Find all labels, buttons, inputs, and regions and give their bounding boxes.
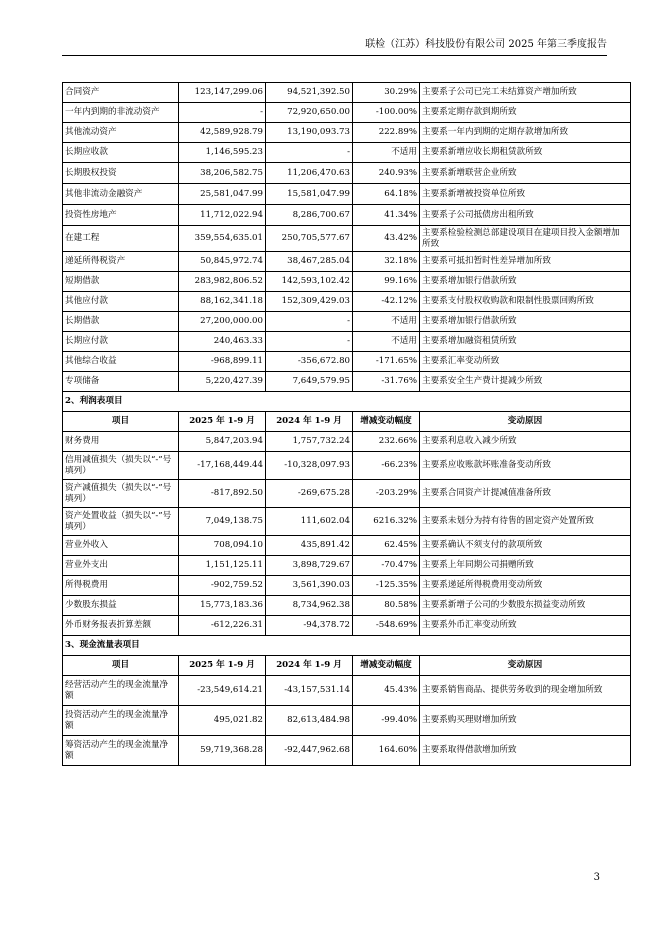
reason-cell: 主要系购买理财增加所致 — [420, 706, 631, 736]
item-cell: 在建工程 — [63, 226, 179, 252]
item-cell: 营业外支出 — [63, 556, 179, 576]
prior-value-cell: -92,447,962.68 — [266, 736, 353, 766]
table-row — [63, 432, 631, 452]
reason-cell: 主要系合同资产计提减值准备所致 — [420, 480, 631, 508]
table-row — [63, 226, 631, 252]
reason-cell: 主要系汇率变动所致 — [420, 352, 631, 372]
current-value-cell: - — [179, 103, 266, 123]
column-header: 2025 年 1-9 月 — [179, 656, 266, 676]
prior-value-cell: 8,286,700.67 — [266, 205, 353, 226]
current-value-cell: -968,899.11 — [179, 352, 266, 372]
table-row — [63, 736, 631, 766]
prior-value-cell: 250,705,577.67 — [266, 226, 353, 252]
prior-value-cell: 7,649,579.95 — [266, 372, 353, 392]
change-rate-cell: 45.43% — [353, 676, 420, 706]
table-row — [63, 252, 631, 272]
item-cell: 长期应付款 — [63, 332, 179, 352]
cashflow-header-row — [63, 656, 631, 676]
change-rate-cell: -100.00% — [353, 103, 420, 123]
reason-cell: 主要系子公司已完工未结算资产增加所致 — [420, 83, 631, 103]
item-cell: 财务费用 — [63, 432, 179, 452]
change-rate-cell: -203.29% — [353, 480, 420, 508]
change-rate-cell: 80.58% — [353, 596, 420, 616]
table-row — [63, 205, 631, 226]
prior-value-cell: 1,757,732.24 — [266, 432, 353, 452]
table-row — [63, 312, 631, 332]
current-value-cell: 1,151,125.11 — [179, 556, 266, 576]
item-cell: 资产处置收益（损失以“-”号填列） — [63, 508, 179, 536]
income-section — [63, 392, 631, 412]
column-header: 2024 年 1-9 月 — [266, 656, 353, 676]
reason-cell: 主要系安全生产费计提减少所致 — [420, 372, 631, 392]
reason-cell: 主要系新增被投资单位所致 — [420, 184, 631, 205]
item-cell: 其他流动资产 — [63, 123, 179, 143]
table-row — [63, 596, 631, 616]
column-header: 变动原因 — [420, 656, 631, 676]
change-rate-cell: 64.18% — [353, 184, 420, 205]
prior-value-cell: -356,672.80 — [266, 352, 353, 372]
table-row — [63, 103, 631, 123]
change-rate-cell: -31.76% — [353, 372, 420, 392]
reason-cell: 主要系取得借款增加所致 — [420, 736, 631, 766]
prior-value-cell: 82,613,484.98 — [266, 706, 353, 736]
reason-cell: 主要系子公司抵债房出租所致 — [420, 205, 631, 226]
prior-value-cell: 38,467,285.04 — [266, 252, 353, 272]
current-value-cell: 7,049,138.75 — [179, 508, 266, 536]
table-row — [63, 332, 631, 352]
current-value-cell: 88,162,341.18 — [179, 292, 266, 312]
table-row — [63, 676, 631, 706]
current-value-cell: -612,226.31 — [179, 616, 266, 636]
table-row — [63, 480, 631, 508]
change-rate-cell: 不适用 — [353, 312, 420, 332]
table-row — [63, 184, 631, 205]
item-cell: 少数股东损益 — [63, 596, 179, 616]
change-rate-cell: -125.35% — [353, 576, 420, 596]
current-value-cell: 25,581,047.99 — [179, 184, 266, 205]
prior-value-cell: - — [266, 332, 353, 352]
reason-cell: 主要系支付股权收购款和限制性股票回购所致 — [420, 292, 631, 312]
change-rate-cell: -66.23% — [353, 452, 420, 480]
change-rate-cell: 30.29% — [353, 83, 420, 103]
item-cell: 投资活动产生的现金流量净额 — [63, 706, 179, 736]
current-value-cell: 27,200,000.00 — [179, 312, 266, 332]
prior-value-cell: 152,309,429.03 — [266, 292, 353, 312]
change-rate-cell: -99.40% — [353, 706, 420, 736]
item-cell: 合同资产 — [63, 83, 179, 103]
table-row — [63, 452, 631, 480]
item-cell: 其他非流动金融资产 — [63, 184, 179, 205]
change-rate-cell: 43.42% — [353, 226, 420, 252]
current-value-cell: 59,719,368.28 — [179, 736, 266, 766]
table-row — [63, 616, 631, 636]
reason-cell: 主要系上年同期公司捐赠所致 — [420, 556, 631, 576]
prior-value-cell: -10,328,097.93 — [266, 452, 353, 480]
reason-cell: 主要系确认不须支付的款项所致 — [420, 536, 631, 556]
document-header: 联检（江苏）科技股份有限公司 2025 年第三季度报告 — [365, 39, 607, 50]
current-value-cell: 495,021.82 — [179, 706, 266, 736]
change-rate-cell: -171.65% — [353, 352, 420, 372]
change-rate-cell: -70.47% — [353, 556, 420, 576]
item-cell: 信用减值损失（损失以“-”号填列） — [63, 452, 179, 480]
column-header: 项目 — [63, 412, 179, 432]
current-value-cell: 5,220,427.39 — [179, 372, 266, 392]
column-header: 增减变动幅度 — [353, 656, 420, 676]
prior-value-cell: 3,898,729.67 — [266, 556, 353, 576]
table-row — [63, 706, 631, 736]
prior-value-cell: 15,581,047.99 — [266, 184, 353, 205]
reason-cell: 主要系未划分为持有待售的固定资产处置所致 — [420, 508, 631, 536]
change-rate-cell: 不适用 — [353, 143, 420, 163]
table-row — [63, 508, 631, 536]
current-value-cell: -23,549,614.21 — [179, 676, 266, 706]
change-rate-cell: 222.89% — [353, 123, 420, 143]
table-row — [63, 372, 631, 392]
item-cell: 资产减值损失（损失以“-”号填列） — [63, 480, 179, 508]
change-rate-cell: 不适用 — [353, 332, 420, 352]
table-row — [63, 576, 631, 596]
change-rate-cell: 41.34% — [353, 205, 420, 226]
current-value-cell: 42,589,928.79 — [179, 123, 266, 143]
reason-cell: 主要系销售商品、提供劳务收到的现金增加所致 — [420, 676, 631, 706]
table-row — [63, 536, 631, 556]
reason-cell: 主要系增加融资租赁所致 — [420, 332, 631, 352]
reason-cell: 主要系递延所得税费用变动所致 — [420, 576, 631, 596]
reason-cell: 主要系外币汇率变动所致 — [420, 616, 631, 636]
item-cell: 所得税费用 — [63, 576, 179, 596]
header-rule — [62, 55, 607, 56]
current-value-cell: 50,845,972.74 — [179, 252, 266, 272]
cashflow-section — [63, 636, 631, 656]
change-rate-cell: 240.93% — [353, 163, 420, 184]
table-row — [63, 83, 631, 103]
prior-value-cell: 11,206,470.63 — [266, 163, 353, 184]
prior-value-cell: 94,521,392.50 — [266, 83, 353, 103]
column-header: 2024 年 1-9 月 — [266, 412, 353, 432]
reason-cell: 主要系新增联营企业所致 — [420, 163, 631, 184]
item-cell: 筹资活动产生的现金流量净额 — [63, 736, 179, 766]
current-value-cell: -17,168,449.44 — [179, 452, 266, 480]
prior-value-cell: -43,157,531.14 — [266, 676, 353, 706]
current-value-cell: 123,147,299.06 — [179, 83, 266, 103]
change-rate-cell: 99.16% — [353, 272, 420, 292]
current-value-cell: 11,712,022.94 — [179, 205, 266, 226]
reason-cell: 主要系新增应收长期租赁款所致 — [420, 143, 631, 163]
reason-cell: 主要系一年内到期的定期存款增加所致 — [420, 123, 631, 143]
item-cell: 长期股权投资 — [63, 163, 179, 184]
reason-cell: 主要系检验检测总部建设项目在建项目投入金额增加所致 — [420, 226, 631, 252]
item-cell: 长期应收款 — [63, 143, 179, 163]
current-value-cell: 15,773,183.36 — [179, 596, 266, 616]
prior-value-cell: 13,190,093.73 — [266, 123, 353, 143]
current-value-cell: 283,982,806.52 — [179, 272, 266, 292]
prior-value-cell: 142,593,102.42 — [266, 272, 353, 292]
current-value-cell: 708,094.10 — [179, 536, 266, 556]
table-row — [63, 163, 631, 184]
item-cell: 专项储备 — [63, 372, 179, 392]
reason-cell: 主要系可抵扣暂时性差异增加所致 — [420, 252, 631, 272]
reason-cell: 主要系应收账款坏账准备变动所致 — [420, 452, 631, 480]
financial-changes-table — [62, 82, 631, 766]
column-header: 2025 年 1-9 月 — [179, 412, 266, 432]
item-cell: 短期借款 — [63, 272, 179, 292]
current-value-cell: 5,847,203.94 — [179, 432, 266, 452]
change-rate-cell: 62.45% — [353, 536, 420, 556]
item-cell: 其他综合收益 — [63, 352, 179, 372]
current-value-cell: 1,146,595.23 — [179, 143, 266, 163]
item-cell: 递延所得税资产 — [63, 252, 179, 272]
item-cell: 其他应付款 — [63, 292, 179, 312]
item-cell: 投资性房地产 — [63, 205, 179, 226]
change-rate-cell: 232.66% — [353, 432, 420, 452]
cashflow-section-title: 3、现金流量表项目 — [63, 636, 631, 656]
current-value-cell: -817,892.50 — [179, 480, 266, 508]
prior-value-cell: -269,675.28 — [266, 480, 353, 508]
prior-value-cell: -94,378.72 — [266, 616, 353, 636]
reason-cell: 主要系利息收入减少所致 — [420, 432, 631, 452]
table-row — [63, 123, 631, 143]
item-cell: 外币财务报表折算差额 — [63, 616, 179, 636]
item-cell: 一年内到期的非流动资产 — [63, 103, 179, 123]
table-row — [63, 292, 631, 312]
column-header: 变动原因 — [420, 412, 631, 432]
reason-cell: 主要系增加银行借款所致 — [420, 312, 631, 332]
prior-value-cell: - — [266, 312, 353, 332]
change-rate-cell: 6216.32% — [353, 508, 420, 536]
reason-cell: 主要系新增子公司的少数股东损益变动所致 — [420, 596, 631, 616]
prior-value-cell: - — [266, 143, 353, 163]
change-rate-cell: 32.18% — [353, 252, 420, 272]
table-row — [63, 143, 631, 163]
table-row — [63, 272, 631, 292]
reason-cell: 主要系定期存款到期所致 — [420, 103, 631, 123]
current-value-cell: 38,206,582.75 — [179, 163, 266, 184]
change-rate-cell: 164.60% — [353, 736, 420, 766]
table-row — [63, 352, 631, 372]
column-header: 项目 — [63, 656, 179, 676]
table-row — [63, 556, 631, 576]
current-value-cell: 359,554,635.01 — [179, 226, 266, 252]
prior-value-cell: 8,734,962.38 — [266, 596, 353, 616]
change-rate-cell: -548.69% — [353, 616, 420, 636]
prior-value-cell: 111,602.04 — [266, 508, 353, 536]
prior-value-cell: 3,561,390.03 — [266, 576, 353, 596]
income-header-row — [63, 412, 631, 432]
item-cell: 营业外收入 — [63, 536, 179, 556]
current-value-cell: -902,759.52 — [179, 576, 266, 596]
current-value-cell: 240,463.33 — [179, 332, 266, 352]
prior-value-cell: 72,920,650.00 — [266, 103, 353, 123]
item-cell: 长期借款 — [63, 312, 179, 332]
page-number: 3 — [593, 872, 600, 883]
change-rate-cell: -42.12% — [353, 292, 420, 312]
income-section-title: 2、利润表项目 — [63, 392, 631, 412]
reason-cell: 主要系增加银行借款所致 — [420, 272, 631, 292]
item-cell: 经营活动产生的现金流量净额 — [63, 676, 179, 706]
prior-value-cell: 435,891.42 — [266, 536, 353, 556]
column-header: 增减变动幅度 — [353, 412, 420, 432]
